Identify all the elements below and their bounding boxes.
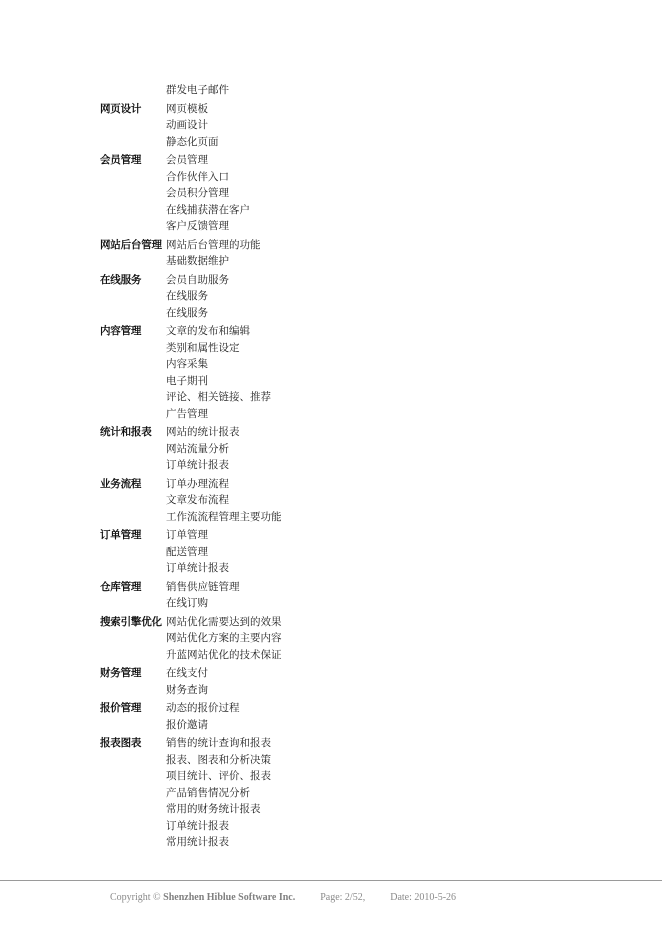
feature-item: 文章发布流程 — [166, 494, 229, 506]
feature-item: 网站流量分析 — [166, 442, 229, 455]
category-label: 内容管理 — [100, 325, 142, 337]
category-label: 在线服务 — [100, 273, 142, 286]
feature-item: 报价邀请 — [166, 718, 208, 731]
feature-section — [100, 476, 340, 526]
feature-item: 项目统计、评价、报表 — [166, 770, 271, 782]
category-label — [100, 82, 166, 99]
category-label: 网页设计 — [100, 102, 142, 115]
footer-copyright: Copyright © — [110, 892, 161, 903]
feature-item: 订单办理流程 — [166, 477, 229, 490]
feature-item: 产品销售情况分析 — [166, 786, 250, 799]
feature-items — [166, 272, 229, 322]
feature-item: 网页模板 — [166, 102, 208, 115]
feature-section — [100, 323, 340, 422]
feature-item: 动态的报价过程 — [166, 702, 240, 714]
feature-item: 会员自助服务 — [166, 273, 229, 286]
feature-item: 订单统计报表 — [166, 459, 229, 471]
feature-item: 类别和属性设定 — [166, 341, 240, 354]
feature-section — [100, 527, 340, 577]
feature-items — [166, 579, 240, 612]
feature-items — [166, 476, 282, 526]
feature-item: 订单管理 — [166, 529, 208, 541]
feature-section — [100, 82, 340, 99]
feature-item: 动画设计 — [166, 119, 208, 131]
feature-item: 在线服务 — [166, 290, 208, 302]
feature-items — [166, 665, 208, 698]
feature-items — [166, 101, 219, 151]
feature-item: 工作流流程管理主要功能 — [166, 510, 282, 523]
feature-items — [166, 152, 250, 235]
feature-item: 客户反馈管理 — [166, 220, 229, 232]
feature-items — [166, 735, 271, 851]
footer-divider — [0, 880, 662, 881]
feature-item: 评论、相关链接、推荐 — [166, 391, 271, 403]
feature-items — [166, 237, 261, 270]
category-label: 网站后台管理 — [100, 238, 162, 251]
feature-section — [100, 665, 340, 698]
feature-item: 配送管理 — [166, 545, 208, 558]
feature-item: 网站的统计报表 — [166, 426, 240, 438]
feature-item: 网站优化需要达到的效果 — [166, 615, 282, 628]
feature-item: 基础数据维护 — [166, 255, 229, 267]
feature-section — [100, 272, 340, 322]
feature-items — [166, 700, 240, 733]
feature-section — [100, 101, 340, 151]
feature-item: 静态化页面 — [166, 135, 219, 148]
feature-item: 升蓝网站优化的技术保证 — [166, 648, 282, 661]
footer-date: Date: 2010-5-26 — [390, 892, 457, 903]
feature-item: 网站后台管理的功能 — [166, 238, 261, 251]
feature-item: 会员管理 — [166, 154, 208, 166]
feature-list — [100, 82, 340, 853]
footer-company: Shenzhen Hiblue Software Inc. — [163, 892, 296, 903]
feature-item: 群发电子邮件 — [166, 84, 229, 96]
feature-item: 销售的统计查询和报表 — [166, 737, 271, 749]
feature-item: 广告管理 — [166, 407, 208, 420]
feature-item: 订单统计报表 — [166, 562, 229, 574]
feature-section — [100, 424, 340, 474]
feature-items — [166, 424, 240, 474]
feature-items — [166, 323, 271, 422]
feature-item: 订单统计报表 — [166, 819, 229, 832]
category-label: 业务流程 — [100, 477, 142, 490]
feature-item: 文章的发布和编辑 — [166, 325, 250, 337]
category-label: 搜索引擎优化 — [100, 615, 162, 628]
feature-section — [100, 152, 340, 235]
category-label: 报表图表 — [100, 737, 142, 749]
feature-item: 内容采集 — [166, 358, 208, 370]
feature-item: 会员积分管理 — [166, 187, 229, 199]
feature-section — [100, 735, 340, 851]
feature-item: 在线支付 — [166, 667, 208, 679]
feature-item: 常用的财务统计报表 — [166, 803, 261, 815]
category-label: 报价管理 — [100, 702, 142, 714]
feature-item: 报表、图表和分析决策 — [166, 753, 271, 766]
feature-item: 常用统计报表 — [166, 836, 229, 848]
feature-item: 在线捕获潜在客户 — [166, 203, 250, 216]
feature-items — [166, 82, 229, 99]
feature-section — [100, 700, 340, 733]
footer-page-number: Page: 2/52, — [320, 892, 366, 903]
feature-item: 在线服务 — [166, 306, 208, 319]
page-footer — [110, 892, 456, 903]
category-label: 会员管理 — [100, 154, 142, 166]
feature-item: 财务查询 — [166, 683, 208, 696]
category-label: 统计和报表 — [100, 426, 152, 438]
category-label: 订单管理 — [100, 529, 142, 541]
category-label: 仓库管理 — [100, 580, 142, 593]
feature-item: 在线订购 — [166, 597, 208, 609]
feature-item: 合作伙伴入口 — [166, 170, 229, 183]
feature-item: 电子期刊 — [166, 374, 208, 387]
feature-section — [100, 237, 340, 270]
category-label: 财务管理 — [100, 667, 142, 679]
feature-item: 销售供应链管理 — [166, 580, 240, 593]
feature-section — [100, 614, 340, 664]
feature-items — [166, 614, 282, 664]
feature-item: 网站优化方案的主要内容 — [166, 632, 282, 644]
feature-items — [166, 527, 229, 577]
feature-section — [100, 579, 340, 612]
